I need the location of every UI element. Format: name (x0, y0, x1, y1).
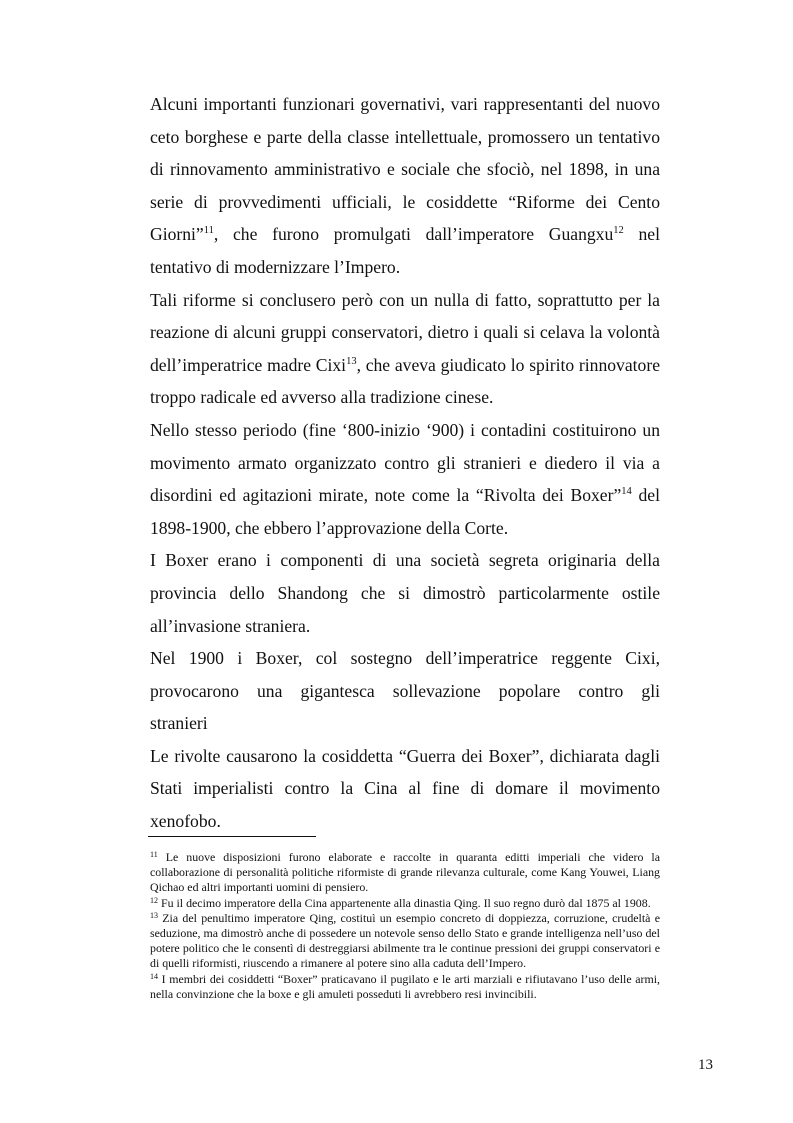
footnotes (150, 850, 660, 1002)
paragraph-boxer-society: I Boxer erano i componenti di una società segreta originaria della provincia dello Shandong che si dimostrò particolarmente ostile all’invasione straniera. (150, 550, 660, 636)
paragraph-reforms (150, 88, 660, 284)
footnote-ref-14[interactable]: 14 (621, 486, 632, 498)
footnote-ref-12[interactable]: 12 (613, 225, 624, 237)
paragraph-text: , che aveva giudicato lo spirito rinnovatore troppo radicale ed avverso alla tradizione cinese. (150, 354, 660, 408)
footnote-text: Fu il decimo imperatore della Cina appartenente alla dinastia Qing. Il suo regno durò dal 1875 al 1908. (158, 895, 651, 910)
paragraph-text: Nel 1900 i Boxer, col sostegno dell’imperatrice reggente Cixi, provocarono una gigantesca sollevazione popolare contro gli (150, 648, 660, 701)
paragraph-uprising (150, 642, 660, 740)
footnote-number: 11 (150, 850, 158, 859)
footnote-ref-11[interactable]: 11 (203, 225, 214, 237)
paragraph-peasants (150, 414, 660, 544)
paragraph-conservatives (150, 284, 660, 414)
footnote-number: 13 (150, 910, 158, 920)
footnote-number: 14 (150, 971, 158, 981)
footnote-number: 12 (150, 895, 158, 905)
paragraph-text: Alcuni importanti funzionari governativi, vari rappresentanti del nuovo ceto borghese e parte della classe intellettuale, promossero un tentativo di rinnovamento amministrativo e sociale che sfociò, nel 1898, in una serie di provvedimenti ufficiali, le cosiddette “Riforme dei Cento Giorni” (150, 94, 660, 245)
page-number: 13 (698, 1057, 713, 1073)
paragraph-text: Nello stesso periodo (fine ‘800-inizio ‘900) i contadini costituirono un movimento armato organizzato contro gli stranieri e diedero il via a disordini ed agitazioni mirate, note come la “Rivolta dei Boxer” (150, 419, 660, 506)
body-text (150, 88, 660, 838)
footnote-11 (150, 850, 660, 896)
footnote-separator (148, 836, 316, 837)
paragraph-text: del 1898-1900, che ebbero l’approvazione della Corte. (150, 485, 660, 538)
paragraph-text: , che furono promulgati dall’imperatore Guangxu (213, 224, 614, 245)
paragraph-war: Le rivolte causarono la cosiddetta “Guerra dei Boxer”, dichiarata dagli Stati imperialisti contro la Cina al fine di domare il movimento xenofobo. (150, 745, 660, 832)
footnote-13 (150, 911, 660, 972)
footnote-12 (150, 896, 660, 911)
paragraph-text: nel tentativo di modernizzare l’Impero. (150, 224, 660, 277)
paragraph-text-last-line: stranieri (150, 713, 208, 734)
footnote-14 (150, 972, 660, 1002)
footnote-text: Zia del penultimo imperatore Qing, costituì un esempio concreto di doppiezza, corruzione, crudeltà e seduzione, ma dimostrò anche di possedere un notevole senso dello Stato e grande intelligenza nell’uso del potere politico che le consentì di destreggiarsi abilmente tra le continue pressioni dei gruppi conservatori e di quelli riformisti, riuscendo a rimanere al potere sino alla caduta dell’Impero. (150, 910, 660, 971)
footnote-ref-13[interactable]: 13 (346, 355, 357, 367)
footnote-text: Le nuove disposizioni furono elaborate e raccolte in quaranta editti imperiali che videro la collaborazione di personalità politiche riformiste di grande rilevanza culturale, come Kang Youwei, Liang Qichao ed altri importanti uomini di pensiero. (150, 850, 660, 895)
footnote-text: I membri dei cosiddetti “Boxer” praticavano il pugilato e le arti marziali e rifiutavano l’uso delle armi, nella convinzione che la boxe e gli amuleti posseduti li avrebbero resi invincibili. (150, 971, 660, 1001)
paragraph-text: Tali riforme si conclusero però con un nulla di fatto, soprattutto per la reazione di alcuni gruppi conservatori, dietro i quali si celava la volontà dell’imperatrice madre Cixi (150, 289, 660, 375)
